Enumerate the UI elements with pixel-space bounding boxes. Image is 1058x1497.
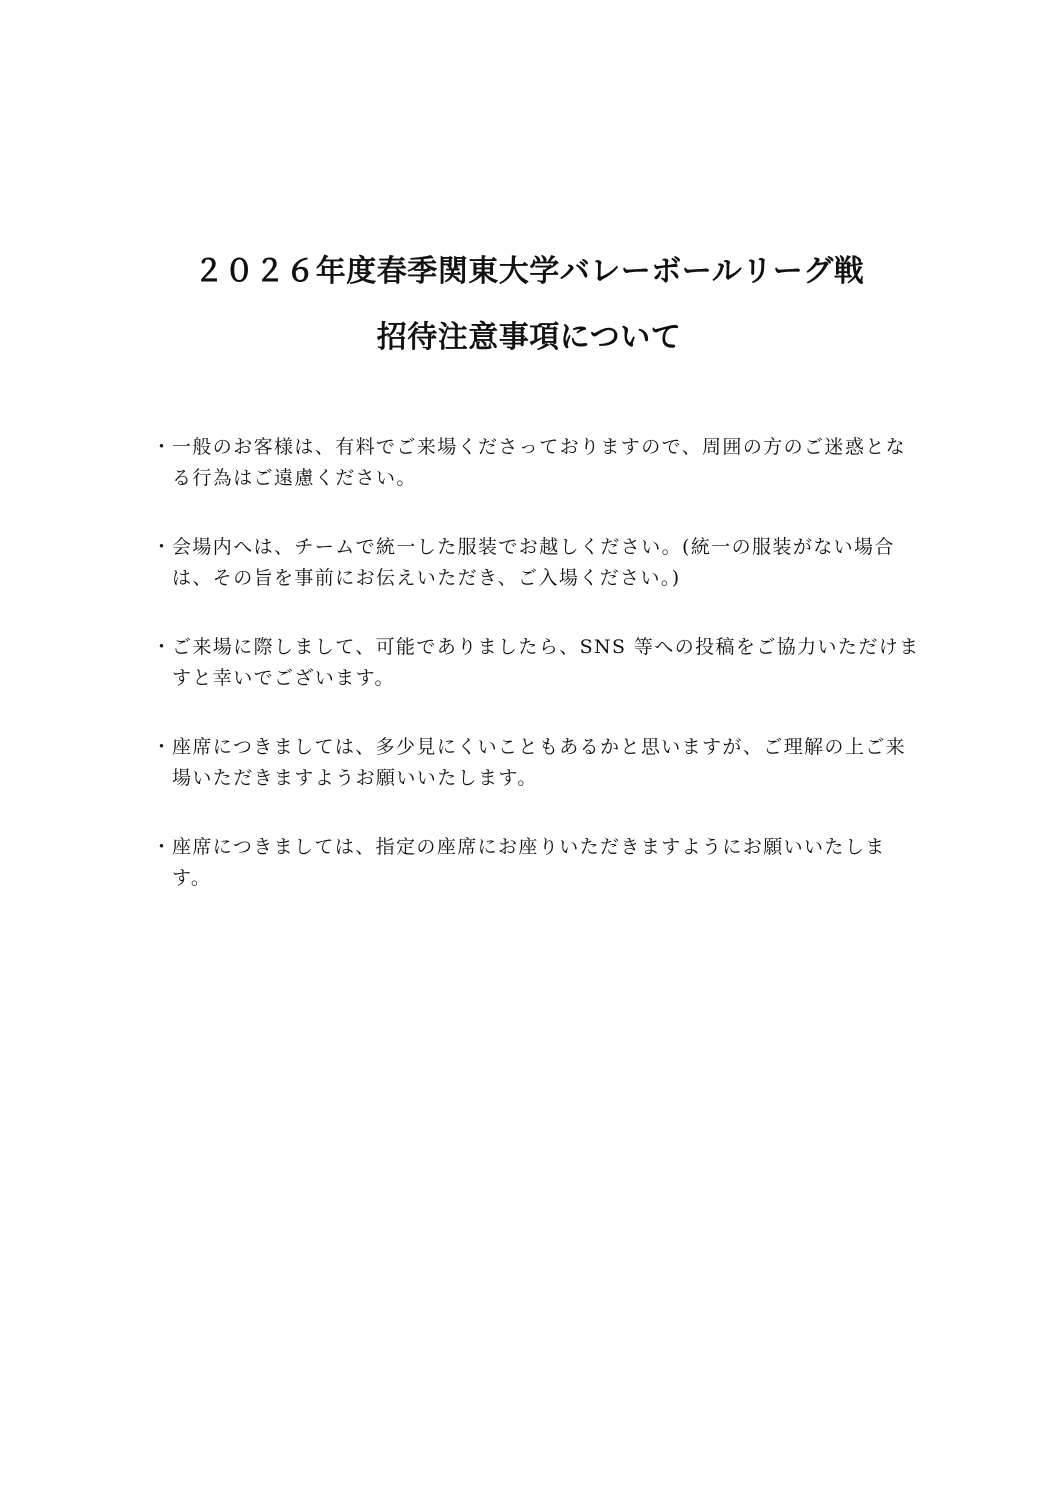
notice-item — [150, 632, 920, 694]
notice-item — [150, 432, 920, 494]
bullet-icon: ・ — [152, 736, 173, 758]
notice-text: 座席につきましては、指定の座席にお座りいただきますようにお願いいたします。 — [172, 836, 886, 889]
notice-text: 会場内へは、チームで統一した服装でお越しください。(統一の服装がない場合は、その旨を事前にお伝えいただき、ご入場ください。) — [172, 536, 895, 589]
notice-list — [150, 432, 920, 932]
notice-item — [150, 532, 920, 594]
bullet-icon: ・ — [152, 436, 173, 458]
notice-text: ご来場に際しまして、可能でありましたら、SNS 等への投稿をご協力いただけますと幸いでございます。 — [172, 636, 920, 689]
notice-text: 座席につきましては、多少見にくいこともあるかと思いますが、ご理解の上ご来場いただきますようお願いいたします。 — [172, 736, 907, 789]
notice-item — [150, 732, 920, 794]
document-title: ２０２６年度春季関東大学バレーボールリーグ戦 — [193, 254, 865, 289]
notice-text: 一般のお客様は、有料でご来場くださっておりますので、周囲の方のご迷惑となる行為はご遠慮ください。 — [172, 436, 907, 489]
bullet-icon: ・ — [152, 536, 173, 558]
bullet-icon: ・ — [152, 836, 173, 858]
notice-item — [150, 832, 920, 894]
document-subtitle: 招待注意事項について — [376, 320, 682, 355]
bullet-icon: ・ — [152, 636, 173, 658]
